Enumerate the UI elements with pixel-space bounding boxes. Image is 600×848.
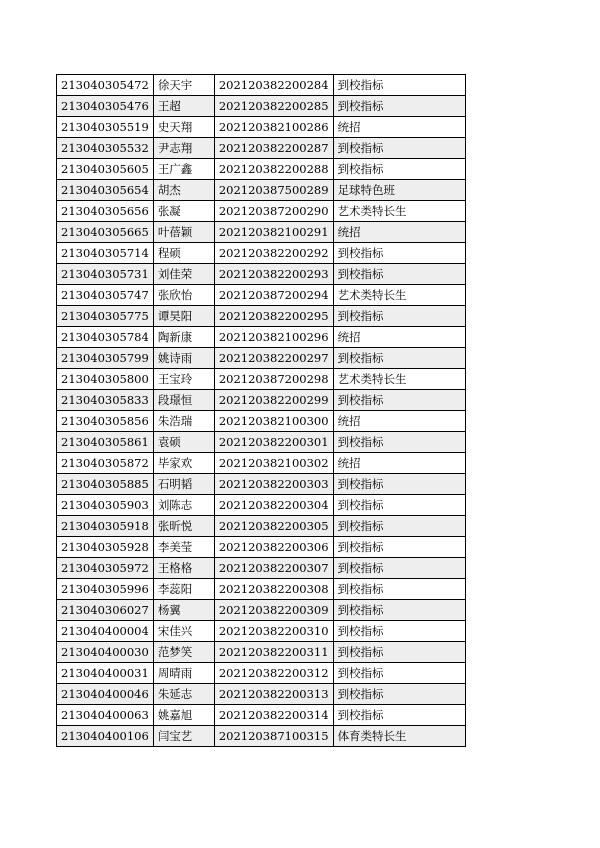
table-row	[57, 180, 466, 201]
registration-number-cell: 202120387500289	[214, 180, 333, 201]
exam-id-cell: 213040305800	[57, 369, 154, 390]
registration-number-cell: 202120382200308	[214, 579, 333, 600]
admission-type-cell: 艺术类特长生	[333, 369, 465, 390]
table-row	[57, 369, 466, 390]
student-name-cell: 刘佳荣	[153, 264, 214, 285]
student-name-cell: 张昕悦	[153, 516, 214, 537]
admission-type-cell: 到校指标	[333, 558, 465, 579]
registration-number-cell: 202120382200288	[214, 159, 333, 180]
admission-type-cell: 到校指标	[333, 516, 465, 537]
table-row	[57, 75, 466, 96]
table-row	[57, 390, 466, 411]
registration-number-cell: 202120382200292	[214, 243, 333, 264]
table-row	[57, 621, 466, 642]
student-name-cell: 尹志翔	[153, 138, 214, 159]
registration-number-cell: 202120382200311	[214, 642, 333, 663]
table-row	[57, 558, 466, 579]
admission-type-cell: 体育类特长生	[333, 726, 465, 747]
registration-number-cell: 202120382200312	[214, 663, 333, 684]
student-name-cell: 姚嘉旭	[153, 705, 214, 726]
admission-type-cell: 到校指标	[333, 705, 465, 726]
table-row	[57, 285, 466, 306]
registration-number-cell: 202120382200303	[214, 474, 333, 495]
admission-type-cell: 到校指标	[333, 684, 465, 705]
registration-number-cell: 202120382200304	[214, 495, 333, 516]
exam-id-cell: 213040305918	[57, 516, 154, 537]
exam-id-cell: 213040305856	[57, 411, 154, 432]
table-row	[57, 159, 466, 180]
exam-id-cell: 213040305731	[57, 264, 154, 285]
exam-id-cell: 213040305833	[57, 390, 154, 411]
table-row	[57, 306, 466, 327]
registration-number-cell: 202120382200299	[214, 390, 333, 411]
student-name-cell: 姚诗雨	[153, 348, 214, 369]
admission-type-cell: 到校指标	[333, 537, 465, 558]
table-row	[57, 705, 466, 726]
student-name-cell: 杨翼	[153, 600, 214, 621]
table-row	[57, 432, 466, 453]
student-name-cell: 胡杰	[153, 180, 214, 201]
student-name-cell: 王格格	[153, 558, 214, 579]
admission-type-cell: 到校指标	[333, 159, 465, 180]
admission-type-cell: 到校指标	[333, 243, 465, 264]
admission-type-cell: 艺术类特长生	[333, 201, 465, 222]
table-row	[57, 453, 466, 474]
registration-number-cell: 202120382200287	[214, 138, 333, 159]
admission-type-cell: 统招	[333, 222, 465, 243]
student-name-cell: 徐天宇	[153, 75, 214, 96]
student-name-cell: 宋佳兴	[153, 621, 214, 642]
registration-number-cell: 202120382200293	[214, 264, 333, 285]
admission-type-cell: 统招	[333, 327, 465, 348]
table-row	[57, 243, 466, 264]
student-name-cell: 朱延志	[153, 684, 214, 705]
admission-type-cell: 统招	[333, 411, 465, 432]
student-name-cell: 闫宝艺	[153, 726, 214, 747]
registration-number-cell: 202120382100300	[214, 411, 333, 432]
exam-id-cell: 213040400004	[57, 621, 154, 642]
student-name-cell: 张凝	[153, 201, 214, 222]
registration-number-cell: 202120382200297	[214, 348, 333, 369]
admission-type-cell: 足球特色班	[333, 180, 465, 201]
admission-type-cell: 统招	[333, 453, 465, 474]
registration-number-cell: 202120382200301	[214, 432, 333, 453]
exam-id-cell: 213040305903	[57, 495, 154, 516]
table-row	[57, 684, 466, 705]
student-name-cell: 史天翔	[153, 117, 214, 138]
student-name-cell: 王宝玲	[153, 369, 214, 390]
registration-number-cell: 202120387200298	[214, 369, 333, 390]
student-name-cell: 范梦笑	[153, 642, 214, 663]
table-row	[57, 663, 466, 684]
table-row	[57, 495, 466, 516]
registration-number-cell: 202120382200313	[214, 684, 333, 705]
admission-type-cell: 到校指标	[333, 96, 465, 117]
exam-id-cell: 213040305654	[57, 180, 154, 201]
registration-number-cell: 202120382200309	[214, 600, 333, 621]
registration-number-cell: 202120382100302	[214, 453, 333, 474]
student-admission-table	[56, 74, 466, 747]
exam-id-cell: 213040305532	[57, 138, 154, 159]
student-name-cell: 王超	[153, 96, 214, 117]
exam-id-cell: 213040400046	[57, 684, 154, 705]
exam-id-cell: 213040305714	[57, 243, 154, 264]
exam-id-cell: 213040305928	[57, 537, 154, 558]
exam-id-cell: 213040400106	[57, 726, 154, 747]
registration-number-cell: 202120387100315	[214, 726, 333, 747]
exam-id-cell: 213040306027	[57, 600, 154, 621]
table-row	[57, 474, 466, 495]
exam-id-cell: 213040400063	[57, 705, 154, 726]
exam-id-cell: 213040400031	[57, 663, 154, 684]
table-row	[57, 138, 466, 159]
table-row	[57, 327, 466, 348]
exam-id-cell: 213040305861	[57, 432, 154, 453]
student-name-cell: 石明韬	[153, 474, 214, 495]
table-row	[57, 726, 466, 747]
table-row	[57, 411, 466, 432]
exam-id-cell: 213040305872	[57, 453, 154, 474]
admission-type-cell: 到校指标	[333, 642, 465, 663]
table-row	[57, 264, 466, 285]
admission-type-cell: 到校指标	[333, 75, 465, 96]
admission-type-cell: 到校指标	[333, 348, 465, 369]
admission-type-cell: 到校指标	[333, 495, 465, 516]
exam-id-cell: 213040305775	[57, 306, 154, 327]
exam-id-cell: 213040305996	[57, 579, 154, 600]
admission-type-cell: 到校指标	[333, 474, 465, 495]
registration-number-cell: 202120387200294	[214, 285, 333, 306]
table-row	[57, 642, 466, 663]
student-name-cell: 程硕	[153, 243, 214, 264]
table-row	[57, 516, 466, 537]
admission-type-cell: 到校指标	[333, 663, 465, 684]
admission-type-cell: 艺术类特长生	[333, 285, 465, 306]
student-name-cell: 段璟恒	[153, 390, 214, 411]
exam-id-cell: 213040305885	[57, 474, 154, 495]
registration-number-cell: 202120382100296	[214, 327, 333, 348]
table-row	[57, 117, 466, 138]
student-name-cell: 李蕊阳	[153, 579, 214, 600]
student-name-cell: 袁硕	[153, 432, 214, 453]
student-name-cell: 周晴雨	[153, 663, 214, 684]
exam-id-cell: 213040400030	[57, 642, 154, 663]
student-name-cell: 陶新康	[153, 327, 214, 348]
registration-number-cell: 202120382100291	[214, 222, 333, 243]
exam-id-cell: 213040305972	[57, 558, 154, 579]
registration-number-cell: 202120382200305	[214, 516, 333, 537]
registration-number-cell: 202120387200290	[214, 201, 333, 222]
exam-id-cell: 213040305656	[57, 201, 154, 222]
table-row	[57, 348, 466, 369]
exam-id-cell: 213040305519	[57, 117, 154, 138]
table-row	[57, 579, 466, 600]
admission-type-cell: 到校指标	[333, 264, 465, 285]
admission-type-cell: 到校指标	[333, 621, 465, 642]
registration-number-cell: 202120382200307	[214, 558, 333, 579]
exam-id-cell: 213040305799	[57, 348, 154, 369]
exam-id-cell: 213040305476	[57, 96, 154, 117]
admission-type-cell: 到校指标	[333, 600, 465, 621]
admission-type-cell: 到校指标	[333, 390, 465, 411]
table-row	[57, 222, 466, 243]
admission-type-cell: 到校指标	[333, 432, 465, 453]
registration-number-cell: 202120382200295	[214, 306, 333, 327]
admission-type-cell: 到校指标	[333, 138, 465, 159]
admission-type-cell: 统招	[333, 117, 465, 138]
student-name-cell: 李美莹	[153, 537, 214, 558]
registration-number-cell: 202120382200310	[214, 621, 333, 642]
student-name-cell: 朱浩瑞	[153, 411, 214, 432]
student-name-cell: 刘陈志	[153, 495, 214, 516]
registration-number-cell: 202120382200285	[214, 96, 333, 117]
table-row	[57, 600, 466, 621]
student-name-cell: 毕家欢	[153, 453, 214, 474]
student-name-cell: 谭昊阳	[153, 306, 214, 327]
exam-id-cell: 213040305784	[57, 327, 154, 348]
exam-id-cell: 213040305472	[57, 75, 154, 96]
admission-type-cell: 到校指标	[333, 579, 465, 600]
registration-number-cell: 202120382100286	[214, 117, 333, 138]
student-name-cell: 王广鑫	[153, 159, 214, 180]
exam-id-cell: 213040305605	[57, 159, 154, 180]
table-row	[57, 201, 466, 222]
table-row	[57, 96, 466, 117]
registration-number-cell: 202120382200314	[214, 705, 333, 726]
student-name-cell: 张欣怡	[153, 285, 214, 306]
student-name-cell: 叶蓓颖	[153, 222, 214, 243]
registration-number-cell: 202120382200284	[214, 75, 333, 96]
exam-id-cell: 213040305665	[57, 222, 154, 243]
admission-type-cell: 到校指标	[333, 306, 465, 327]
exam-id-cell: 213040305747	[57, 285, 154, 306]
registration-number-cell: 202120382200306	[214, 537, 333, 558]
table-body	[57, 75, 466, 747]
table-row	[57, 537, 466, 558]
